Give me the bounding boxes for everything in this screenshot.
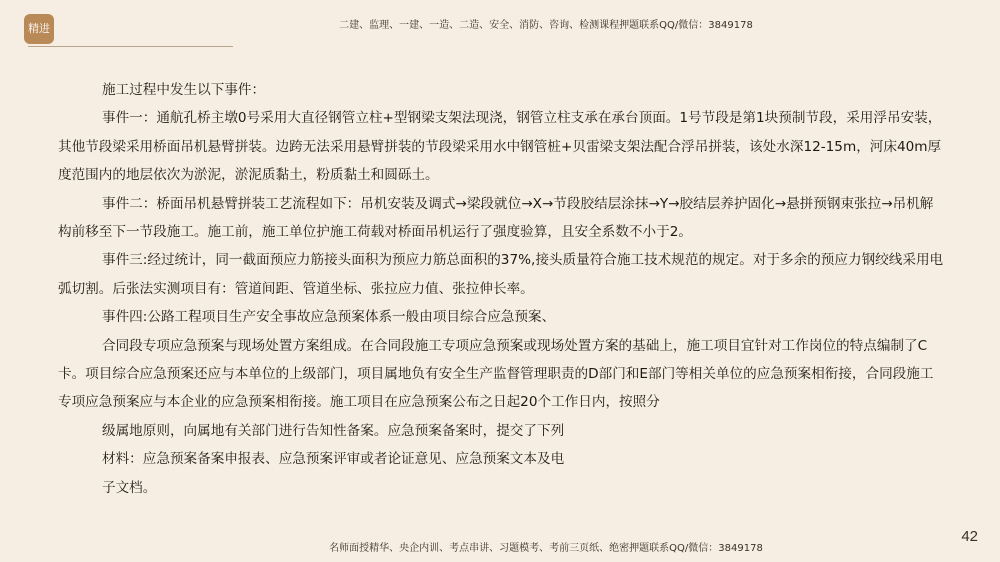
footer-banner: 名师面授精华、央企内训、考点串讲、习题模考、考前三页纸、绝密押题联系QQ/微信：3849178	[329, 543, 763, 554]
event-2-paragraph: 事件二：桥面吊机悬臂拼装工艺流程如下：吊机安装及调式→梁段就位→X→节段胶结层涂抹→Y→胶结层养护固化→悬拼预钢束张拉→吊机解构前移至下一节段施工。施工前，施工单位护施工荷载对桥面吊机运行了强度验算，且安全系数不小于2。	[58, 195, 934, 241]
brand-logo: 精进	[24, 14, 54, 44]
header-banner: 二建、监理、一建、一造、二造、安全、消防、咨询、检测课程押题联系QQ/微信：3849178	[339, 20, 753, 31]
event-3-paragraph: 事件三:经过统计，同一截面预应力筋接头面积为预应力筋总面积的37%,接头质量符合施工技术规范的规定。对于多余的预应力钢绞线采用电弧切割。后张法实测项目有：管道间距、管道坐标、张拉应力值、张拉伸长率。	[58, 252, 944, 297]
event-4-continuation: 合同段专项应急预案与现场处置方案组成。在合同段施工专项应急预案或现场处置方案的基础上，施工项目宜针对工作岗位的特点编制了C卡。项目综合应急预案还应与本单位的上级部门，项目属地负有安全生产监督管理职责的D部门和E部门等相关单位的应急预案相衔接，合同段施工专项应急预案应与本企业的应急预案相衔接。施工项目在应急预案公布之日起20个工作日内，按照分	[58, 337, 934, 411]
header-divider	[28, 46, 233, 47]
materials-end-line: 子文档。	[102, 479, 157, 496]
page-number: 42	[961, 528, 978, 545]
materials-line: 材料：应急预案备案申报表、应急预案评审或者论证意见、应急预案文本及电	[102, 451, 565, 468]
event-1-paragraph: 事件一：通航孔桥主墩0号采用大直径钢管立柱+型钢梁支架法现浇，钢管立柱支承在承台顶面。1号节段是第1块预制节段，采用浮吊安装，其他节段梁采用桥面吊机悬臂拼装。边跨无法采用悬臂拼装的节段梁采用水中钢管桩+贝雷梁支架法配合浮吊拼装，该处水深12-15m，河床40m厚度范围内的地层依次为淤泥，淤泥质黏土，粉质黏土和圆砾土。	[58, 110, 942, 184]
filing-line: 级属地原则，向属地有关部门进行告知性备案。应急预案备案时，提交了下列	[102, 422, 565, 439]
intro-line: 施工过程中发生以下事件：	[102, 82, 266, 98]
document-body	[58, 76, 944, 502]
event-4-paragraph: 事件四:公路工程项目生产安全事故应急预案体系一般由项目综合应急预案、	[102, 309, 556, 326]
